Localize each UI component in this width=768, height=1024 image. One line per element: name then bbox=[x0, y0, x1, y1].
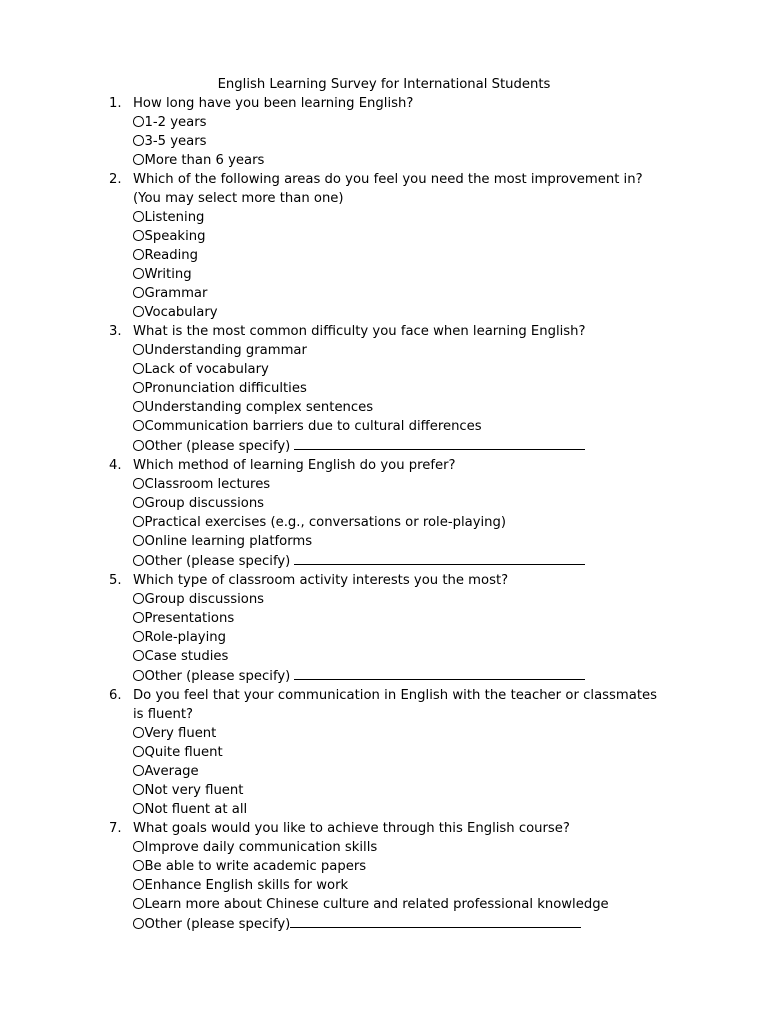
option-item[interactable] bbox=[109, 800, 657, 819]
radio-circle-icon[interactable] bbox=[133, 879, 144, 890]
option-item[interactable] bbox=[109, 417, 657, 436]
option-label: Speaking bbox=[144, 229, 206, 244]
option-item[interactable] bbox=[109, 475, 657, 494]
question-number: 5. bbox=[109, 573, 122, 588]
option-label: Enhance English skills for work bbox=[144, 878, 349, 893]
option-label: 1-2 years bbox=[144, 115, 207, 130]
option-item[interactable] bbox=[109, 857, 657, 876]
question-text: Do you feel that your communication in English with the teacher or classmates is fluent? bbox=[133, 688, 657, 722]
option-label: Grammar bbox=[144, 286, 208, 301]
question-line bbox=[109, 686, 657, 724]
question-number: 2. bbox=[109, 172, 122, 187]
option-label: Other (please specify) bbox=[144, 669, 291, 684]
radio-circle-icon[interactable] bbox=[133, 211, 144, 222]
radio-circle-icon[interactable] bbox=[133, 230, 144, 241]
option-item[interactable] bbox=[109, 341, 657, 360]
option-label: Quite fluent bbox=[144, 745, 223, 760]
option-item[interactable] bbox=[109, 494, 657, 513]
option-label: Vocabulary bbox=[144, 305, 218, 320]
option-label: Lack of vocabulary bbox=[144, 362, 269, 377]
question-line bbox=[109, 170, 657, 189]
option-label: Pronunciation difficulties bbox=[144, 381, 307, 396]
option-label: Understanding complex sentences bbox=[144, 400, 374, 415]
option-other[interactable] bbox=[109, 666, 657, 686]
option-label: Learn more about Chinese culture and related professional knowledge bbox=[144, 897, 609, 912]
question-text: Which of the following areas do you feel you need the most improvement in? bbox=[133, 172, 643, 187]
radio-circle-icon[interactable] bbox=[133, 784, 144, 795]
radio-circle-icon[interactable] bbox=[133, 746, 144, 757]
option-item[interactable] bbox=[109, 303, 657, 322]
radio-circle-icon[interactable] bbox=[133, 287, 144, 298]
option-item[interactable] bbox=[109, 628, 657, 647]
radio-circle-icon[interactable] bbox=[133, 593, 144, 604]
question-line bbox=[109, 819, 657, 838]
radio-circle-icon[interactable] bbox=[133, 154, 144, 165]
option-item[interactable] bbox=[109, 246, 657, 265]
option-item[interactable] bbox=[109, 513, 657, 532]
survey-title: English Learning Survey for International Students bbox=[217, 77, 551, 92]
option-item[interactable] bbox=[109, 208, 657, 227]
option-label: Group discussions bbox=[144, 592, 265, 607]
question-line bbox=[109, 322, 657, 341]
radio-circle-icon[interactable] bbox=[133, 898, 144, 909]
question-text: Which method of learning English do you prefer? bbox=[133, 458, 456, 473]
option-item[interactable] bbox=[109, 781, 657, 800]
radio-circle-icon[interactable] bbox=[133, 803, 144, 814]
question-text: What goals would you like to achieve through this English course? bbox=[133, 821, 570, 836]
radio-circle-icon[interactable] bbox=[133, 440, 144, 451]
option-item[interactable] bbox=[109, 113, 657, 132]
radio-circle-icon[interactable] bbox=[133, 306, 144, 317]
question-1 bbox=[109, 94, 657, 170]
radio-circle-icon[interactable] bbox=[133, 344, 144, 355]
option-item[interactable] bbox=[109, 398, 657, 417]
option-item[interactable] bbox=[109, 132, 657, 151]
option-item[interactable] bbox=[109, 895, 657, 914]
option-label: Practical exercises (e.g., conversations or role-playing) bbox=[144, 515, 507, 530]
option-item[interactable] bbox=[109, 379, 657, 398]
option-item[interactable] bbox=[109, 360, 657, 379]
option-item[interactable] bbox=[109, 590, 657, 609]
option-label: Other (please specify) bbox=[144, 917, 291, 932]
radio-circle-icon[interactable] bbox=[133, 268, 144, 279]
option-label: More than 6 years bbox=[144, 153, 265, 168]
radio-circle-icon[interactable] bbox=[133, 116, 144, 127]
question-line bbox=[109, 456, 657, 475]
option-label: Communication barriers due to cultural differences bbox=[144, 419, 482, 434]
specify-blank-line[interactable] bbox=[290, 914, 581, 928]
question-4 bbox=[109, 456, 657, 571]
option-item[interactable] bbox=[109, 762, 657, 781]
option-label: Classroom lectures bbox=[144, 477, 271, 492]
option-label: Other (please specify) bbox=[144, 554, 291, 569]
specify-blank-line[interactable] bbox=[294, 436, 585, 450]
question-3 bbox=[109, 322, 657, 456]
option-label: Other (please specify) bbox=[144, 439, 291, 454]
option-other[interactable] bbox=[109, 551, 657, 571]
question-6 bbox=[109, 686, 657, 819]
option-item[interactable] bbox=[109, 532, 657, 551]
option-item[interactable] bbox=[109, 743, 657, 762]
option-label: Listening bbox=[144, 210, 205, 225]
question-number: 6. bbox=[109, 688, 122, 703]
radio-circle-icon[interactable] bbox=[133, 535, 144, 546]
question-line bbox=[109, 571, 657, 590]
specify-blank-line[interactable] bbox=[294, 666, 585, 680]
radio-circle-icon[interactable] bbox=[133, 420, 144, 431]
question-text: Which type of classroom activity interests you the most? bbox=[133, 573, 509, 588]
question-number: 1. bbox=[109, 96, 122, 111]
radio-circle-icon[interactable] bbox=[133, 478, 144, 489]
option-label: Be able to write academic papers bbox=[144, 859, 367, 874]
option-item[interactable] bbox=[109, 724, 657, 743]
option-other[interactable] bbox=[109, 436, 657, 456]
question-number: 3. bbox=[109, 324, 122, 339]
option-label: Presentations bbox=[144, 611, 235, 626]
option-item[interactable] bbox=[109, 265, 657, 284]
radio-circle-icon[interactable] bbox=[133, 555, 144, 566]
question-text: What is the most common difficulty you face when learning English? bbox=[133, 324, 586, 339]
radio-circle-icon[interactable] bbox=[133, 497, 144, 508]
option-item[interactable] bbox=[109, 151, 657, 170]
question-text: How long have you been learning English? bbox=[133, 96, 414, 111]
option-label: Online learning platforms bbox=[144, 534, 313, 549]
question-note: (You may select more than one) bbox=[133, 191, 344, 206]
option-other[interactable] bbox=[109, 914, 657, 934]
specify-blank-line[interactable] bbox=[294, 551, 585, 565]
question-line bbox=[109, 94, 657, 113]
question-number: 7. bbox=[109, 821, 122, 836]
option-item[interactable] bbox=[109, 876, 657, 895]
radio-circle-icon[interactable] bbox=[133, 363, 144, 374]
option-label: Reading bbox=[144, 248, 199, 263]
radio-circle-icon[interactable] bbox=[133, 650, 144, 661]
option-label: Improve daily communication skills bbox=[144, 840, 378, 855]
radio-circle-icon[interactable] bbox=[133, 516, 144, 527]
option-label: Role-playing bbox=[144, 630, 226, 645]
radio-circle-icon[interactable] bbox=[133, 765, 144, 776]
option-label: Writing bbox=[144, 267, 192, 282]
question-7 bbox=[109, 819, 657, 934]
question-5 bbox=[109, 571, 657, 686]
option-item[interactable] bbox=[109, 284, 657, 303]
option-label: Understanding grammar bbox=[144, 343, 307, 358]
option-label: Average bbox=[144, 764, 199, 779]
radio-circle-icon[interactable] bbox=[133, 631, 144, 642]
option-item[interactable] bbox=[109, 609, 657, 628]
radio-circle-icon[interactable] bbox=[133, 612, 144, 623]
radio-circle-icon[interactable] bbox=[133, 918, 144, 929]
option-label: Group discussions bbox=[144, 496, 265, 511]
question-list bbox=[109, 94, 657, 934]
radio-circle-icon[interactable] bbox=[133, 727, 144, 738]
option-item[interactable] bbox=[109, 838, 657, 857]
option-label: Case studies bbox=[144, 649, 229, 664]
radio-circle-icon[interactable] bbox=[133, 135, 144, 146]
option-item[interactable] bbox=[109, 647, 657, 666]
option-label: Very fluent bbox=[144, 726, 217, 741]
radio-circle-icon[interactable] bbox=[133, 841, 144, 852]
radio-circle-icon[interactable] bbox=[133, 670, 144, 681]
question-number: 4. bbox=[109, 458, 122, 473]
radio-circle-icon[interactable] bbox=[133, 382, 144, 393]
radio-circle-icon[interactable] bbox=[133, 249, 144, 260]
radio-circle-icon[interactable] bbox=[133, 401, 144, 412]
option-label: Not very fluent bbox=[144, 783, 244, 798]
radio-circle-icon[interactable] bbox=[133, 860, 144, 871]
option-label: 3-5 years bbox=[144, 134, 207, 149]
question-2 bbox=[109, 170, 657, 322]
option-item[interactable] bbox=[109, 227, 657, 246]
option-label: Not fluent at all bbox=[144, 802, 248, 817]
